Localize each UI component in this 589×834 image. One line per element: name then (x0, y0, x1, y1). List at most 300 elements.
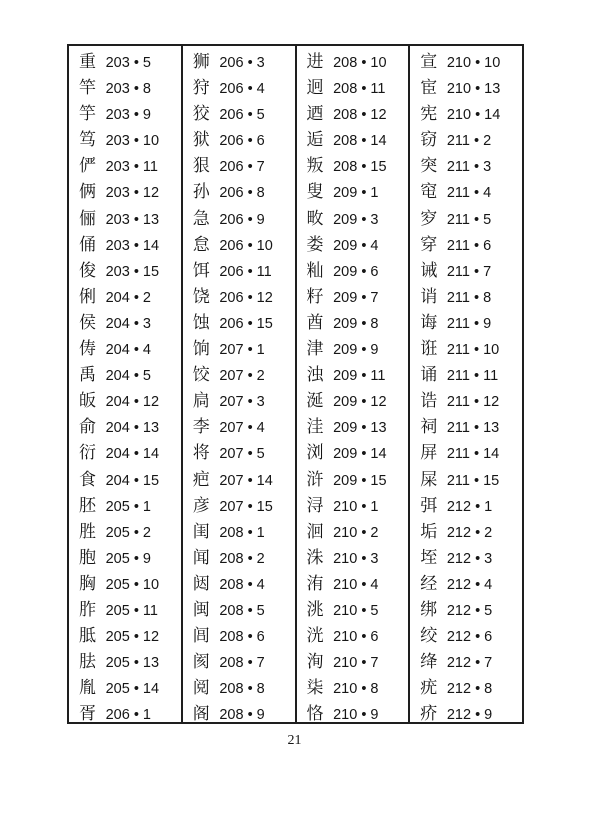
entry-character: 俩 (79, 182, 96, 203)
entry-character: 饷 (192, 339, 210, 360)
entry-character: 饺 (192, 365, 210, 386)
index-entry (193, 49, 295, 75)
page-number: 21 (287, 733, 302, 748)
entry-reference: 211 • 8 (446, 289, 492, 306)
entry-character: 窃 (420, 130, 438, 151)
entry-reference: 204 • 2 (105, 289, 151, 306)
entry-reference: 209 • 4 (333, 237, 379, 254)
index-entry (420, 284, 522, 310)
entry-reference: 206 • 9 (219, 211, 265, 228)
index-entry (79, 545, 181, 571)
entry-reference: 206 • 10 (219, 237, 273, 254)
entry-reference: 206 • 1 (105, 707, 151, 724)
index-entry (79, 153, 181, 179)
entry-reference: 210 • 7 (333, 655, 379, 672)
index-entry (79, 362, 181, 388)
entry-character: 垤 (420, 547, 438, 568)
entry-character: 狩 (192, 78, 210, 99)
entry-character: 诮 (420, 286, 438, 307)
entry-reference: 212 • 2 (446, 524, 493, 541)
entry-character: 进 (306, 52, 324, 72)
index-entry (307, 127, 409, 153)
entry-reference: 211 • 3 (446, 159, 492, 176)
entry-character: 蚀 (192, 312, 210, 333)
index-entry (193, 336, 295, 362)
entry-character: 胤 (79, 678, 96, 699)
index-entry (307, 649, 409, 675)
entry-reference: 206 • 12 (219, 289, 273, 306)
index-entry (420, 519, 522, 545)
entry-reference: 209 • 13 (333, 420, 387, 437)
index-column-1 (69, 46, 181, 725)
entry-character: 畋 (306, 208, 324, 229)
index-entry (193, 467, 295, 493)
entry-character: 胥 (79, 704, 96, 725)
entry-reference: 205 • 12 (105, 629, 160, 646)
entry-reference: 203 • 11 (105, 159, 158, 176)
index-entry (79, 206, 181, 232)
entry-character: 闻 (192, 547, 210, 568)
entry-reference: 205 • 9 (105, 550, 151, 567)
entry-character: 迺 (306, 104, 324, 125)
entry-reference: 211 • 5 (446, 211, 492, 228)
entry-character: 禹 (79, 365, 96, 386)
index-entry (193, 258, 295, 284)
entry-reference: 207 • 5 (219, 446, 265, 463)
index-entry (193, 179, 295, 205)
entry-character: 浔 (306, 495, 324, 516)
entry-reference: 212 • 7 (446, 655, 493, 672)
entry-character: 笃 (79, 130, 96, 151)
index-entry (79, 388, 181, 414)
index-entry (307, 388, 409, 414)
entry-reference: 208 • 14 (333, 133, 387, 150)
entry-character: 饶 (192, 286, 210, 307)
entry-reference: 212 • 8 (446, 681, 493, 698)
entry-character: 俞 (79, 417, 96, 438)
entry-reference: 205 • 1 (105, 498, 151, 515)
index-entry (307, 101, 409, 127)
entry-reference: 209 • 3 (333, 211, 379, 228)
index-entry (193, 75, 295, 101)
index-entry (420, 75, 522, 101)
entry-reference: 204 • 15 (105, 472, 160, 489)
index-entry (193, 362, 295, 388)
entry-reference: 207 • 3 (219, 394, 265, 411)
entry-character: 涎 (306, 391, 324, 412)
entry-character: 诳 (420, 339, 438, 360)
entry-reference: 208 • 7 (219, 655, 265, 672)
entry-character: 洮 (306, 599, 324, 620)
entry-character: 胚 (79, 495, 96, 516)
index-entry (307, 206, 409, 232)
entry-reference: 205 • 10 (105, 576, 160, 593)
entry-reference: 210 • 2 (333, 524, 379, 541)
index-entry (79, 232, 181, 258)
entry-reference: 206 • 8 (219, 185, 265, 202)
index-entry (193, 519, 295, 545)
index-entry (79, 440, 181, 466)
index-entry (307, 597, 409, 623)
entry-reference: 204 • 5 (105, 368, 151, 385)
entry-reference: 212 • 1 (446, 498, 493, 515)
entry-character: 洙 (306, 547, 324, 568)
entry-reference: 210 • 6 (333, 629, 379, 646)
index-entry (79, 649, 181, 675)
entry-reference: 208 • 2 (219, 550, 265, 567)
entry-character: 弭 (420, 495, 438, 516)
entry-character: 宦 (420, 78, 438, 99)
index-entry (307, 232, 409, 258)
entry-character: 俐 (79, 286, 96, 307)
entry-reference: 204 • 4 (105, 342, 151, 359)
index-entry (420, 545, 522, 571)
index-entry (420, 232, 522, 258)
index-column-3 (295, 46, 409, 725)
entry-reference: 211 • 12 (446, 394, 500, 411)
index-column-2 (181, 46, 295, 725)
index-entry (420, 362, 522, 388)
entry-reference: 209 • 11 (333, 368, 386, 385)
index-entry (307, 545, 409, 571)
entry-reference: 208 • 9 (219, 707, 265, 724)
entry-reference: 209 • 12 (333, 394, 387, 411)
entry-character: 突 (420, 156, 438, 177)
entry-character: 俨 (79, 156, 96, 177)
entry-reference: 204 • 12 (105, 394, 160, 411)
entry-character: 俦 (79, 339, 96, 360)
entry-character: 经 (420, 573, 438, 594)
index-entry (79, 675, 181, 701)
entry-character: 洸 (306, 626, 324, 647)
entry-character: 俑 (79, 234, 96, 255)
entry-character: 疤 (192, 469, 210, 490)
entry-reference: 207 • 1 (219, 342, 265, 359)
index-entry (420, 597, 522, 623)
entry-character: 竿 (79, 78, 96, 99)
index-entry (420, 310, 522, 336)
entry-character: 洵 (306, 652, 324, 673)
entry-character: 酋 (306, 312, 324, 333)
entry-character: 浒 (306, 469, 324, 490)
entry-character: 洧 (306, 573, 324, 594)
index-entry (307, 701, 409, 727)
index-entry (193, 649, 295, 675)
entry-reference: 212 • 5 (446, 602, 493, 619)
entry-character: 胜 (79, 521, 96, 542)
index-entry (420, 127, 522, 153)
entry-character: 屏 (420, 443, 438, 464)
entry-reference: 209 • 14 (333, 446, 387, 463)
index-entry (307, 49, 409, 75)
entry-character: 狡 (192, 104, 210, 125)
entry-reference: 210 • 10 (446, 55, 501, 71)
index-entry (193, 388, 295, 414)
entry-reference: 205 • 11 (105, 602, 158, 619)
entry-character: 逅 (306, 130, 324, 151)
entry-reference: 212 • 6 (446, 629, 493, 646)
entry-reference: 208 • 1 (219, 524, 265, 541)
entry-character: 娄 (306, 234, 324, 255)
entry-reference: 203 • 15 (105, 263, 160, 280)
entry-reference: 211 • 10 (446, 342, 500, 359)
index-entry (79, 493, 181, 519)
entry-character: 阁 (192, 704, 210, 725)
entry-reference: 209 • 1 (333, 185, 379, 202)
entry-reference: 211 • 4 (446, 185, 492, 202)
entry-reference: 211 • 11 (446, 368, 499, 385)
entry-reference: 210 • 14 (446, 107, 501, 124)
entry-character: 屎 (420, 469, 438, 490)
entry-reference: 209 • 6 (333, 263, 379, 280)
entry-reference: 208 • 10 (333, 55, 387, 71)
index-entry (193, 127, 295, 153)
entry-reference: 212 • 4 (446, 576, 493, 593)
index-entry (79, 467, 181, 493)
entry-character: 洄 (306, 521, 324, 542)
entry-character: 绛 (420, 652, 438, 673)
entry-reference: 207 • 2 (219, 368, 265, 385)
entry-reference: 204 • 14 (105, 446, 160, 463)
index-entry (193, 101, 295, 127)
entry-character: 诰 (420, 391, 438, 412)
index-table (67, 44, 524, 724)
index-entry (193, 701, 295, 727)
entry-reference: 211 • 6 (446, 237, 492, 254)
index-entry (307, 440, 409, 466)
entry-character: 疣 (420, 678, 438, 699)
index-entry (79, 701, 181, 727)
entry-reference: 205 • 13 (105, 655, 160, 672)
entry-character: 叟 (306, 182, 324, 203)
index-entry (420, 153, 522, 179)
index-entry (193, 597, 295, 623)
index-entry (420, 336, 522, 362)
index-entry (79, 75, 181, 101)
entry-character: 李 (192, 417, 210, 438)
entry-character: 浊 (306, 365, 324, 386)
index-entry (307, 493, 409, 519)
entry-reference: 208 • 5 (219, 602, 265, 619)
index-entry (307, 310, 409, 336)
entry-character: 津 (306, 339, 324, 360)
entry-character: 籽 (306, 286, 324, 307)
entry-reference: 209 • 8 (333, 315, 379, 332)
entry-character: 窀 (420, 182, 438, 203)
index-entry (307, 675, 409, 701)
entry-character: 胞 (79, 547, 96, 568)
index-entry (420, 675, 522, 701)
entry-character: 绑 (420, 599, 438, 620)
entry-character: 狮 (192, 52, 210, 72)
index-entry (193, 623, 295, 649)
index-entry (193, 493, 295, 519)
index-entry (193, 545, 295, 571)
entry-character: 俪 (79, 208, 96, 229)
entry-reference: 210 • 4 (333, 576, 379, 593)
index-entry (307, 571, 409, 597)
entry-character: 绞 (420, 626, 438, 647)
index-entry (79, 336, 181, 362)
entry-character: 急 (192, 208, 210, 229)
index-entry (307, 467, 409, 493)
index-entry (307, 258, 409, 284)
entry-reference: 204 • 13 (105, 420, 160, 437)
index-entry (420, 493, 522, 519)
entry-character: 胙 (79, 599, 96, 620)
index-entry (193, 232, 295, 258)
index-entry (420, 388, 522, 414)
entry-character: 诵 (420, 365, 438, 386)
entry-character: 俊 (79, 260, 96, 281)
entry-reference: 209 • 15 (333, 472, 387, 489)
index-entry (79, 127, 181, 153)
index-entry (307, 623, 409, 649)
index-entry (79, 571, 181, 597)
entry-reference: 206 • 15 (219, 315, 273, 332)
entry-character: 重 (79, 52, 96, 72)
entry-character: 闺 (192, 521, 210, 542)
entry-reference: 210 • 5 (333, 602, 379, 619)
entry-reference: 208 • 11 (333, 81, 386, 98)
entry-reference: 212 • 3 (446, 550, 493, 567)
index-entry (193, 414, 295, 440)
entry-character: 孙 (192, 182, 210, 203)
entry-character: 侯 (79, 312, 96, 333)
entry-reference: 210 • 13 (446, 81, 501, 98)
entry-character: 垢 (420, 521, 438, 542)
index-entry (420, 571, 522, 597)
entry-reference: 209 • 9 (333, 342, 379, 359)
entry-character: 彦 (192, 495, 210, 516)
index-column-4 (408, 46, 522, 725)
entry-character: 闾 (192, 626, 210, 647)
index-entry (79, 258, 181, 284)
entry-character: 宣 (420, 52, 438, 72)
index-entry (307, 179, 409, 205)
index-entry (420, 101, 522, 127)
index-entry (307, 153, 409, 179)
index-entry (193, 206, 295, 232)
index-entry (79, 519, 181, 545)
index-entry (420, 179, 522, 205)
entry-reference: 208 • 8 (219, 681, 265, 698)
index-entry (79, 49, 181, 75)
entry-reference: 211 • 13 (446, 420, 500, 437)
index-entry (79, 101, 181, 127)
index-entry (193, 440, 295, 466)
entry-reference: 203 • 10 (105, 133, 160, 150)
index-entry (420, 440, 522, 466)
entry-reference: 209 • 7 (333, 289, 379, 306)
entry-reference: 210 • 9 (333, 707, 379, 724)
entry-reference: 203 • 12 (105, 185, 160, 202)
entry-reference: 208 • 6 (219, 629, 265, 646)
entry-character: 饵 (192, 260, 210, 281)
index-entry (193, 571, 295, 597)
index-entry (79, 179, 181, 205)
index-entry (420, 414, 522, 440)
entry-character: 宪 (420, 104, 438, 125)
entry-reference: 211 • 14 (446, 446, 500, 463)
index-entry (420, 467, 522, 493)
index-entry (79, 310, 181, 336)
entry-reference: 203 • 9 (105, 107, 151, 124)
entry-character: 胸 (79, 573, 96, 594)
index-entry (193, 675, 295, 701)
index-entry (420, 649, 522, 675)
entry-reference: 206 • 7 (219, 159, 265, 176)
entry-character: 诲 (420, 312, 438, 333)
index-entry (79, 414, 181, 440)
entry-reference: 206 • 5 (219, 107, 265, 124)
entry-reference: 210 • 3 (333, 550, 379, 567)
index-entry (79, 284, 181, 310)
entry-character: 柒 (306, 678, 324, 699)
entry-reference: 206 • 3 (219, 55, 265, 71)
entry-character: 将 (192, 443, 210, 464)
index-entry (420, 206, 522, 232)
entry-character: 诫 (420, 260, 438, 281)
entry-reference: 208 • 15 (333, 159, 387, 176)
entry-character: 迥 (306, 78, 324, 99)
entry-character: 疥 (420, 704, 438, 725)
entry-character: 竽 (79, 104, 96, 125)
entry-character: 恪 (306, 704, 324, 725)
entry-reference: 203 • 13 (105, 211, 160, 228)
entry-character: 叛 (306, 156, 324, 177)
entry-character: 闼 (192, 573, 210, 594)
entry-character: 扃 (192, 391, 210, 412)
entry-reference: 211 • 2 (446, 133, 492, 150)
entry-reference: 205 • 2 (105, 524, 151, 541)
entry-character: 胠 (79, 652, 96, 673)
entry-character: 穿 (420, 234, 438, 255)
entry-reference: 205 • 14 (105, 681, 160, 698)
entry-reference: 211 • 7 (446, 263, 492, 280)
entry-reference: 206 • 6 (219, 133, 265, 150)
entry-character: 浏 (306, 443, 324, 464)
entry-reference: 207 • 14 (219, 472, 273, 489)
index-entry (420, 258, 522, 284)
entry-character: 食 (79, 469, 96, 490)
entry-character: 阂 (192, 652, 210, 673)
entry-character: 穸 (420, 208, 438, 229)
entry-reference: 210 • 1 (333, 498, 379, 515)
index-entry (79, 623, 181, 649)
entry-character: 皈 (79, 391, 96, 412)
entry-character: 祠 (420, 417, 438, 438)
entry-reference: 206 • 4 (219, 81, 265, 98)
entry-reference: 211 • 15 (446, 472, 500, 489)
entry-reference: 203 • 8 (105, 81, 151, 98)
index-entry (307, 284, 409, 310)
entry-character: 籼 (306, 260, 324, 281)
entry-reference: 208 • 12 (333, 107, 387, 124)
entry-reference: 206 • 11 (219, 263, 272, 280)
entry-reference: 207 • 15 (219, 498, 273, 515)
index-entry (193, 153, 295, 179)
entry-character: 胝 (79, 626, 96, 647)
entry-character: 闽 (192, 599, 210, 620)
index-entry (307, 519, 409, 545)
entry-reference: 204 • 3 (105, 315, 151, 332)
index-entry (420, 49, 522, 75)
entry-reference: 211 • 9 (446, 315, 492, 332)
entry-reference: 208 • 4 (219, 576, 265, 593)
entry-character: 衍 (79, 443, 96, 464)
entry-character: 怠 (192, 234, 210, 255)
